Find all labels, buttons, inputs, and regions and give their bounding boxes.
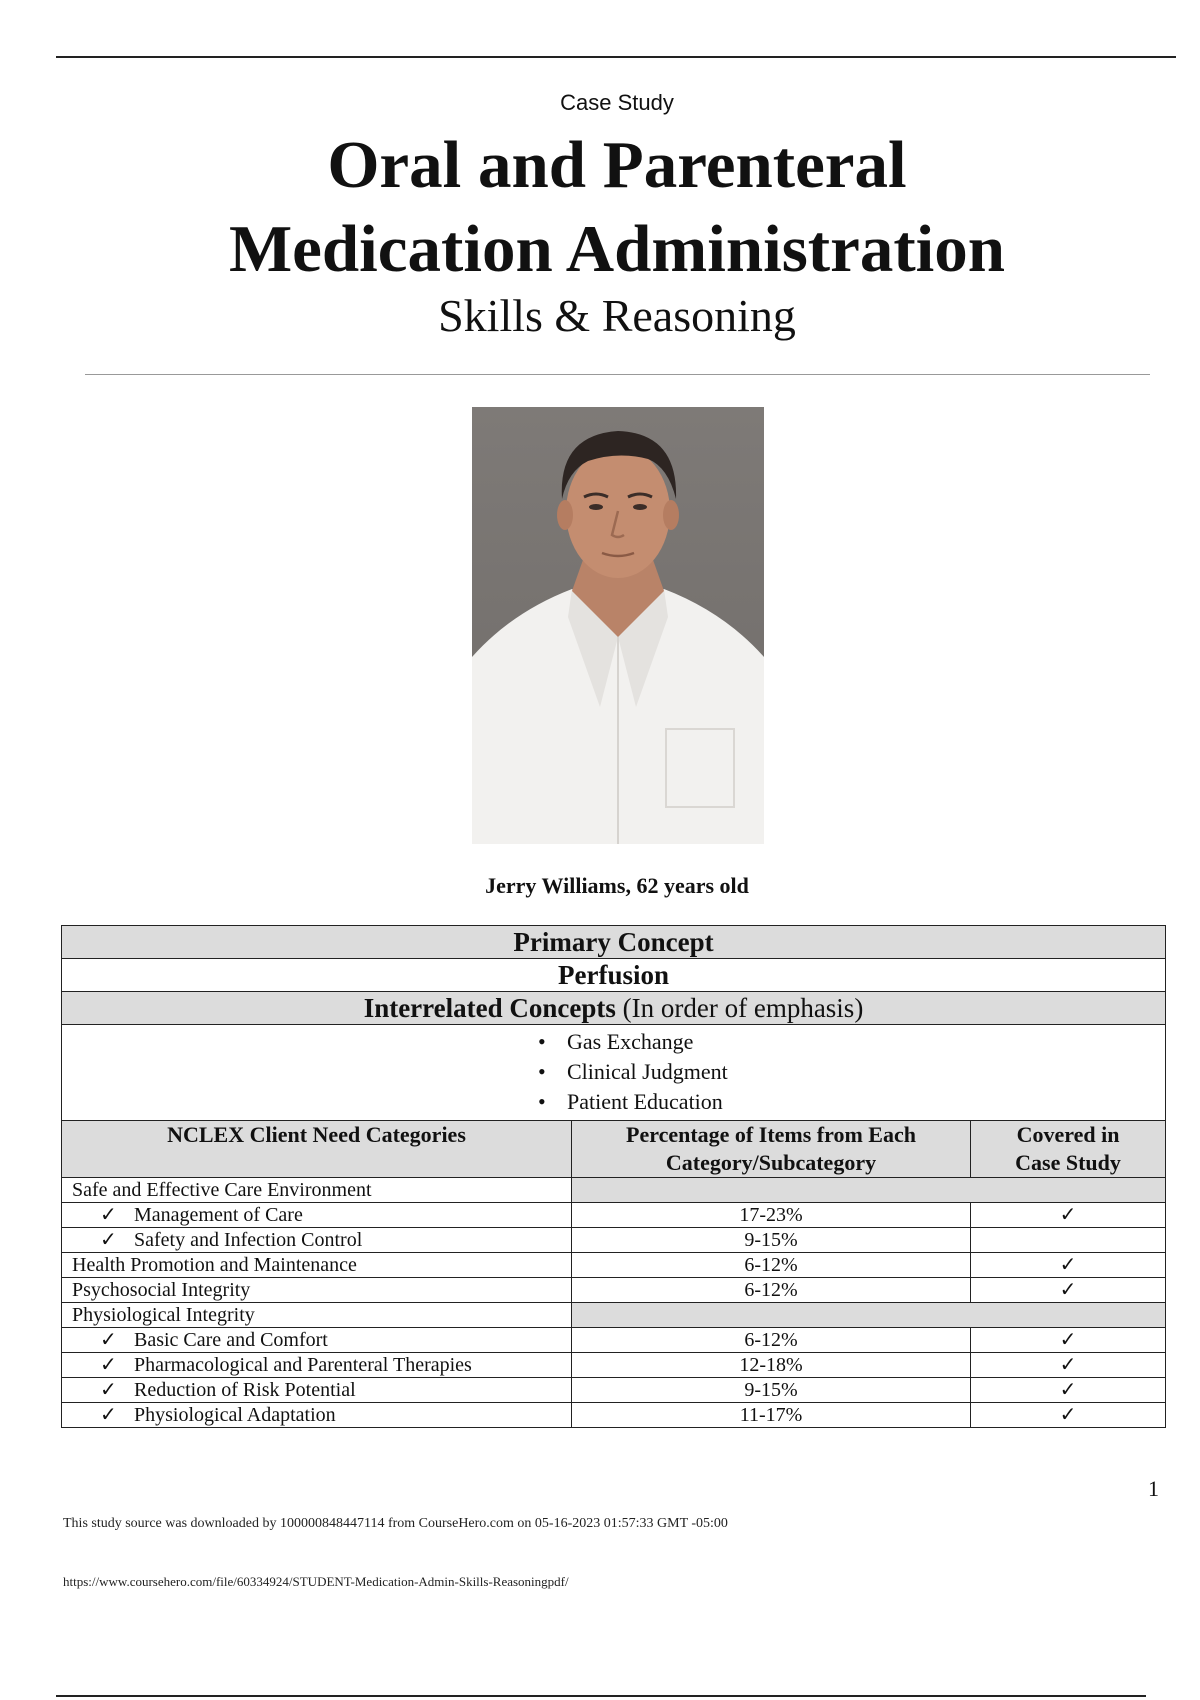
interrelated-concepts-list	[62, 1027, 1165, 1117]
concepts-table	[61, 925, 1166, 1428]
patient-caption: Jerry Williams, 62 years old	[485, 873, 749, 898]
covered-header-line-2: Case Study	[1015, 1150, 1121, 1175]
primary-concept-value: Perfusion	[62, 959, 1166, 992]
check-icon: ✓	[100, 1329, 117, 1351]
interrelated-list-row	[62, 1025, 1166, 1121]
interrelated-header-row	[62, 992, 1166, 1025]
interrelated-concept-2: Clinical Judgment	[567, 1059, 728, 1084]
interrelated-concepts-label: Interrelated Concepts	[363, 993, 616, 1023]
covered-check-icon: ✓	[971, 1278, 1166, 1303]
table-row	[62, 1203, 1166, 1228]
category-group-fill	[572, 1178, 1166, 1203]
percentage-cell: 17-23%	[572, 1203, 971, 1228]
document-title	[0, 123, 1200, 291]
list-item	[532, 1057, 1165, 1087]
category-label: Health Promotion and Maintenance	[62, 1253, 572, 1278]
document-subtitle: Skills & Reasoning	[438, 290, 796, 341]
subcategory-text: Pharmacological and Parenteral Therapies	[134, 1354, 472, 1376]
patient-portrait-icon	[472, 407, 764, 844]
category-label: Psychosocial Integrity	[62, 1278, 572, 1303]
subcategory-text: Management of Care	[134, 1204, 303, 1226]
covered-check-icon: ✓	[971, 1353, 1166, 1378]
subcategory-text: Safety and Infection Control	[134, 1229, 363, 1251]
table-row	[62, 1353, 1166, 1378]
download-source-note: This study source was downloaded by 100000848447114 from CourseHero.com on 05-16-2023 01:57:33 GMT -05:00	[63, 1516, 728, 1531]
covered-check-icon: ✓	[971, 1203, 1166, 1228]
covered-check-icon: ✓	[971, 1403, 1166, 1428]
subcategory-label	[62, 1378, 572, 1403]
subcategory-label	[62, 1328, 572, 1353]
table-row	[62, 1403, 1166, 1428]
check-icon: ✓	[100, 1354, 117, 1376]
table-row	[62, 1253, 1166, 1278]
subcategory-text: Reduction of Risk Potential	[134, 1379, 356, 1401]
list-item	[532, 1027, 1165, 1057]
percentage-cell: 6-12%	[572, 1278, 971, 1303]
title-line-2: Medication Administration	[228, 212, 1006, 286]
covered-check-icon: ✓	[971, 1328, 1166, 1353]
check-icon: ✓	[100, 1204, 117, 1226]
covered-check-icon	[971, 1228, 1166, 1253]
list-item	[532, 1087, 1165, 1117]
nclex-category-header: NCLEX Client Need Categories	[62, 1121, 572, 1178]
percentage-header-line-2: Category/Subcategory	[665, 1150, 877, 1175]
table-row	[62, 1178, 1166, 1203]
top-rule	[56, 56, 1176, 58]
percentage-cell: 6-12%	[572, 1253, 971, 1278]
check-icon: ✓	[100, 1229, 117, 1251]
check-icon: ✓	[100, 1404, 117, 1426]
table-row	[62, 1228, 1166, 1253]
covered-check-icon: ✓	[971, 1253, 1166, 1278]
document-kicker: Case Study	[560, 90, 674, 115]
bottom-rule	[56, 1695, 1146, 1697]
covered-header-line-1: Covered in	[1016, 1122, 1120, 1147]
primary-concept-header-row	[62, 926, 1166, 959]
section-divider	[85, 374, 1150, 375]
category-label: Physiological Integrity	[62, 1303, 572, 1328]
bullet-icon: •	[538, 1059, 546, 1084]
bullet-icon: •	[538, 1089, 546, 1114]
subcategory-label	[62, 1403, 572, 1428]
table-row	[62, 1303, 1166, 1328]
table-row	[62, 1378, 1166, 1403]
nclex-header-row	[62, 1121, 1166, 1178]
interrelated-concept-3: Patient Education	[567, 1089, 723, 1114]
interrelated-concepts-note: (In order of emphasis)	[622, 993, 864, 1023]
subcategory-label	[62, 1203, 572, 1228]
bullet-icon: •	[538, 1029, 546, 1054]
check-icon: ✓	[100, 1379, 117, 1401]
percentage-cell: 11-17%	[572, 1403, 971, 1428]
source-url[interactable]: https://www.coursehero.com/file/60334924/STUDENT-Medication-Admin-Skills-Reasoningpdf/	[63, 1574, 569, 1589]
category-label: Safe and Effective Care Environment	[62, 1178, 572, 1203]
table-row	[62, 1278, 1166, 1303]
primary-concept-label: Primary Concept	[62, 926, 1166, 959]
covered-check-icon: ✓	[971, 1378, 1166, 1403]
percentage-cell: 12-18%	[572, 1353, 971, 1378]
table-row	[62, 1328, 1166, 1353]
primary-concept-value-row	[62, 959, 1166, 992]
subcategory-label	[62, 1353, 572, 1378]
percentage-cell: 9-15%	[572, 1228, 971, 1253]
interrelated-concepts-header	[62, 992, 1166, 1025]
page-number: 1	[1148, 1476, 1159, 1501]
subcategory-label	[62, 1228, 572, 1253]
interrelated-concepts-list-cell	[62, 1025, 1166, 1121]
percentage-cell: 6-12%	[572, 1328, 971, 1353]
title-line-1: Oral and Parenteral	[327, 128, 907, 202]
subcategory-text: Basic Care and Comfort	[134, 1329, 328, 1351]
subcategory-text: Physiological Adaptation	[134, 1404, 336, 1426]
interrelated-concept-1: Gas Exchange	[567, 1029, 694, 1054]
percentage-cell: 9-15%	[572, 1378, 971, 1403]
nclex-covered-header	[971, 1121, 1166, 1178]
nclex-percentage-header	[572, 1121, 971, 1178]
percentage-header-line-1: Percentage of Items from Each	[626, 1122, 916, 1147]
category-group-fill	[572, 1303, 1166, 1328]
